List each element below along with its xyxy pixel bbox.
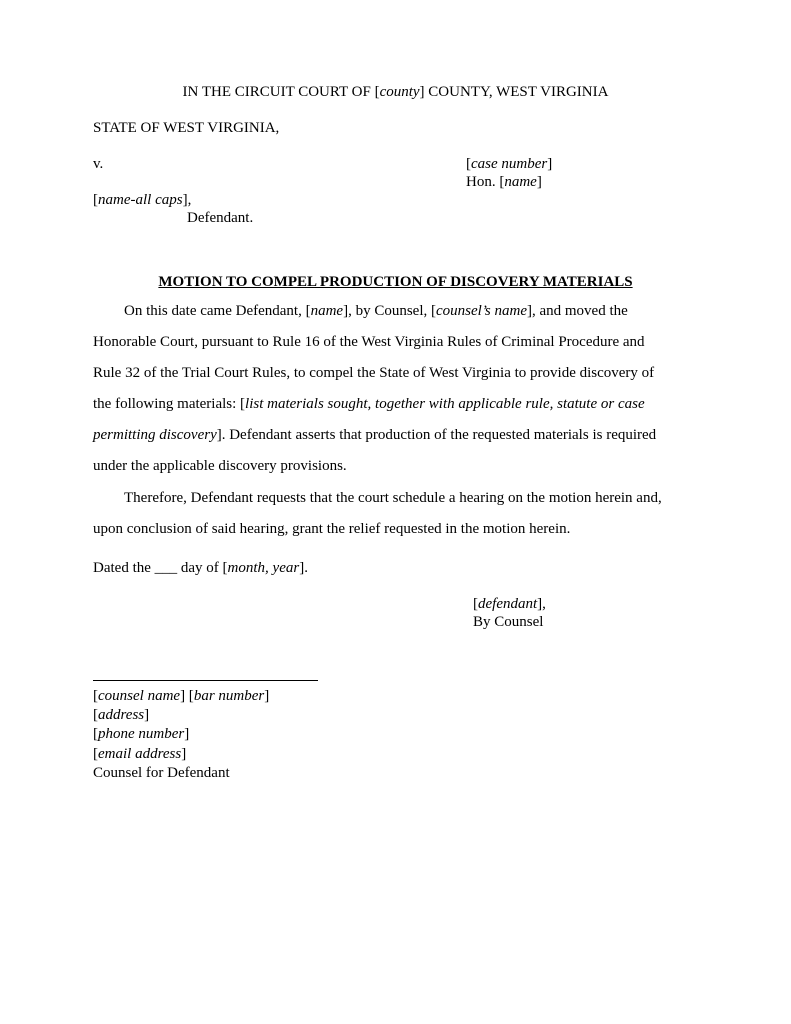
phone-placeholder: phone number bbox=[98, 726, 185, 742]
judge-name-placeholder: name bbox=[504, 174, 537, 190]
text-run: the following materials: [ bbox=[93, 396, 246, 412]
plaintiff-name: STATE OF WEST VIRGINIA, bbox=[93, 120, 280, 136]
text-run: ]. Defendant asserts that production of the requested materials is required bbox=[216, 427, 657, 443]
month-year-placeholder: month, year bbox=[227, 560, 300, 576]
counsel-name-line bbox=[93, 687, 269, 706]
defendant-name-placeholder: name-all caps bbox=[98, 192, 183, 208]
bracket: ], bbox=[182, 192, 192, 208]
signature-by-counsel: By Counsel bbox=[473, 614, 544, 630]
bracket: [ bbox=[93, 688, 98, 704]
text-run: Dated the ___ day of [ bbox=[93, 560, 228, 576]
case-number-placeholder: case number bbox=[471, 156, 548, 172]
bracket: [ bbox=[93, 726, 98, 742]
counsel-name-placeholder: counsel name bbox=[98, 688, 181, 704]
bracket: ] [ bbox=[180, 688, 194, 704]
bracket: ] bbox=[184, 726, 190, 742]
paragraph-line: Therefore, Defendant requests that the court schedule a hearing on the motion herein and, bbox=[124, 490, 662, 506]
bracket: ] bbox=[264, 688, 270, 704]
address-placeholder: address bbox=[98, 707, 145, 723]
counsel-address-line bbox=[93, 706, 149, 725]
versus-label: v. bbox=[93, 156, 104, 172]
email-placeholder: email address bbox=[98, 746, 182, 762]
text-run: ]. bbox=[299, 560, 308, 576]
motion-paragraph-2 bbox=[93, 483, 693, 545]
bracket: [ bbox=[93, 192, 98, 208]
text-run: On this date came Defendant, [ bbox=[124, 303, 311, 319]
bracket: ] bbox=[144, 707, 150, 723]
paragraph-line bbox=[93, 389, 693, 420]
bracket: [ bbox=[466, 156, 471, 172]
materials-placeholder: list materials sought, together with applicable rule, statute or case bbox=[245, 396, 645, 412]
signature-defendant bbox=[473, 595, 546, 614]
defendant-label: Defendant. bbox=[187, 210, 254, 226]
paragraph-line: Honorable Court, pursuant to Rule 16 of the West Virginia Rules of Criminal Procedure and bbox=[93, 334, 645, 350]
counsel-email-line bbox=[93, 745, 186, 764]
bar-number-placeholder: bar number bbox=[193, 688, 265, 704]
dated-line bbox=[93, 559, 308, 578]
bracket: ] bbox=[547, 156, 553, 172]
court-heading-suffix: ] COUNTY, WEST VIRGINIA bbox=[419, 84, 609, 100]
bracket: [ bbox=[93, 746, 98, 762]
name-placeholder: name bbox=[310, 303, 344, 319]
bracket: [ bbox=[93, 707, 98, 723]
defendant-placeholder: defendant bbox=[478, 596, 538, 612]
text-run: ], by Counsel, [ bbox=[343, 303, 437, 319]
counsel-name-placeholder: counsel’s name bbox=[436, 303, 527, 319]
defendant-name bbox=[93, 191, 191, 210]
paragraph-line: Rule 32 of the Trial Court Rules, to compel the State of West Virginia to provide discovery of bbox=[93, 365, 655, 381]
paragraph-line: upon conclusion of said hearing, grant the relief requested in the motion herein. bbox=[93, 521, 571, 537]
court-heading bbox=[0, 83, 791, 102]
judge-name bbox=[466, 173, 542, 192]
motion-title: MOTION TO COMPEL PRODUCTION OF DISCOVERY MATERIALS bbox=[158, 274, 633, 290]
paragraph-line bbox=[93, 296, 693, 327]
bracket: ] bbox=[536, 174, 542, 190]
counsel-phone-line bbox=[93, 725, 189, 744]
judge-prefix: Hon. [ bbox=[466, 174, 505, 190]
counsel-role: Counsel for Defendant bbox=[93, 765, 230, 781]
bracket: [ bbox=[473, 596, 478, 612]
paragraph-line: under the applicable discovery provisions. bbox=[93, 458, 347, 474]
signature-line bbox=[93, 680, 318, 681]
bracket: ], bbox=[537, 596, 546, 612]
case-number bbox=[466, 155, 552, 174]
court-heading-prefix: IN THE CIRCUIT COURT OF [ bbox=[182, 84, 380, 100]
materials-placeholder-cont: permitting discovery bbox=[93, 427, 217, 443]
motion-paragraph-1 bbox=[93, 296, 693, 482]
bracket: ] bbox=[181, 746, 187, 762]
court-county-placeholder: county bbox=[379, 84, 420, 100]
text-run: ], and moved the bbox=[526, 303, 628, 319]
paragraph-line bbox=[93, 420, 693, 451]
